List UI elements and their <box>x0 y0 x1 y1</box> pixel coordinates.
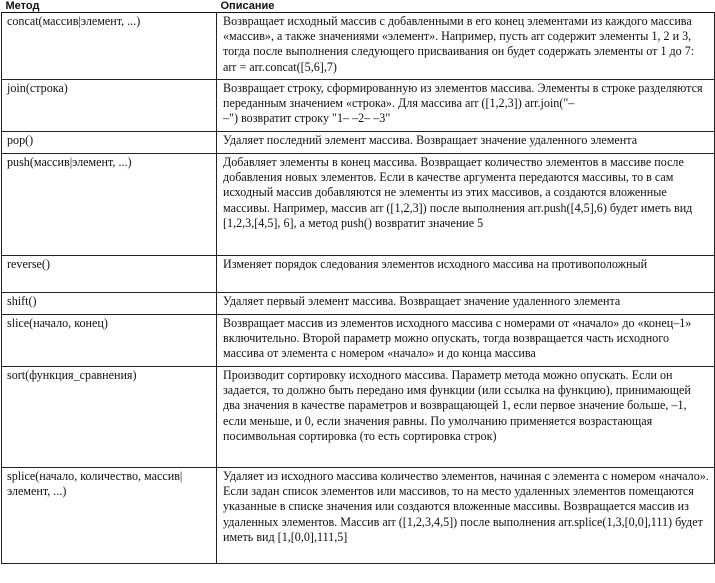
description-cell: Удаляет последний элемент массива. Возвращает значение удаленного элемента <box>217 132 715 154</box>
description-cell: Добавляет элементы в конец массива. Возвращает количество элементов в массиве после добавления новых элементов. Если в качестве аргумента передаются массивы, то в сам исходный массив добавляются не элементы из этих массивов, а создаются вложенные массивы. Например, массив arr ([1,2,3]) после выполнения arr.push([4,5],6) будет иметь вид [1,2,3,[4,5], 6], а метод push() возвратит значение 5 <box>217 154 715 256</box>
table-row <box>2 132 715 154</box>
column-header-description: Описание <box>217 0 715 13</box>
description-cell: Удаляет из исходного массива количество элементов, начиная с элемента с номером «начало». Если задан список элементов или массивов, то на место удаленных элементов помещаются указанные в списке значения или создаются вложенные массивы. Возвращается массив из удаленных элементов. Массив arr ([1,2,3,4,5]) после выполнения arr.splice(1,3,[0,0],111) будет иметь вид [1,[0,0],111,5] <box>217 468 715 564</box>
description-cell: Удаляет первый элемент массива. Возвращает значение удаленного элемента <box>217 293 715 315</box>
method-cell: concat(массив|элемент, ...) <box>2 13 217 80</box>
method-cell: shift() <box>2 293 217 315</box>
method-cell: sort(функция_сравнения) <box>2 367 217 468</box>
method-cell: slice(начало, конец) <box>2 315 217 367</box>
description-cell: Возвращает строку, сформированную из элементов массива. Элементы в строке разделяются переданным значением «строка». Для массива arr ([1,2,3]) arr.join("– –") возвратит строку "1– –2– –3" <box>217 80 715 132</box>
table-row <box>2 315 715 367</box>
table-row <box>2 80 715 132</box>
table-row <box>2 293 715 315</box>
description-cell: Производит сортировку исходного массива. Параметр метода можно опускать. Если он задается, то должно быть передано имя функции (или ссылка на функцию), принимающей два значения в качестве параметров и возвращающей 1, если первое значение больше, –1, если меньше, и 0, если значения равны. По умолчанию применяется возрастающая посимвольная сортировка (то есть сортировка строк) <box>217 367 715 468</box>
description-cell: Возвращает исходный массив с добавленными в его конец элементами из каждого массива «массив», а также значениями «элемент». Например, пусть arr содержит элементы 1, 2 и 3, тогда после выполнения следующего присваивания он будет содержать элементы от 1 до 7: arr = arr.concat([5,6],7) <box>217 13 715 80</box>
table-row <box>2 367 715 468</box>
column-header-method: Метод <box>2 0 217 13</box>
method-cell: reverse() <box>2 256 217 293</box>
method-cell: join(строка) <box>2 80 217 132</box>
table-row <box>2 13 715 80</box>
array-methods-table <box>1 0 715 564</box>
table-row <box>2 154 715 256</box>
description-cell: Изменяет порядок следования элементов исходного массива на противоположный <box>217 256 715 293</box>
description-cell: Возвращает массив из элементов исходного массива с номерами от «начало» до «конец–1» включительно. Второй параметр можно опускать, тогда возвращается часть исходного массива от элемента с номером «начало» и до конца массива <box>217 315 715 367</box>
method-cell: pop() <box>2 132 217 154</box>
method-cell: push(массив|элемент, ...) <box>2 154 217 256</box>
table-row <box>2 468 715 564</box>
method-cell: splice(начало, количество, массив|элемент, ...) <box>2 468 217 564</box>
table-header-row <box>2 0 715 13</box>
table-row <box>2 256 715 293</box>
